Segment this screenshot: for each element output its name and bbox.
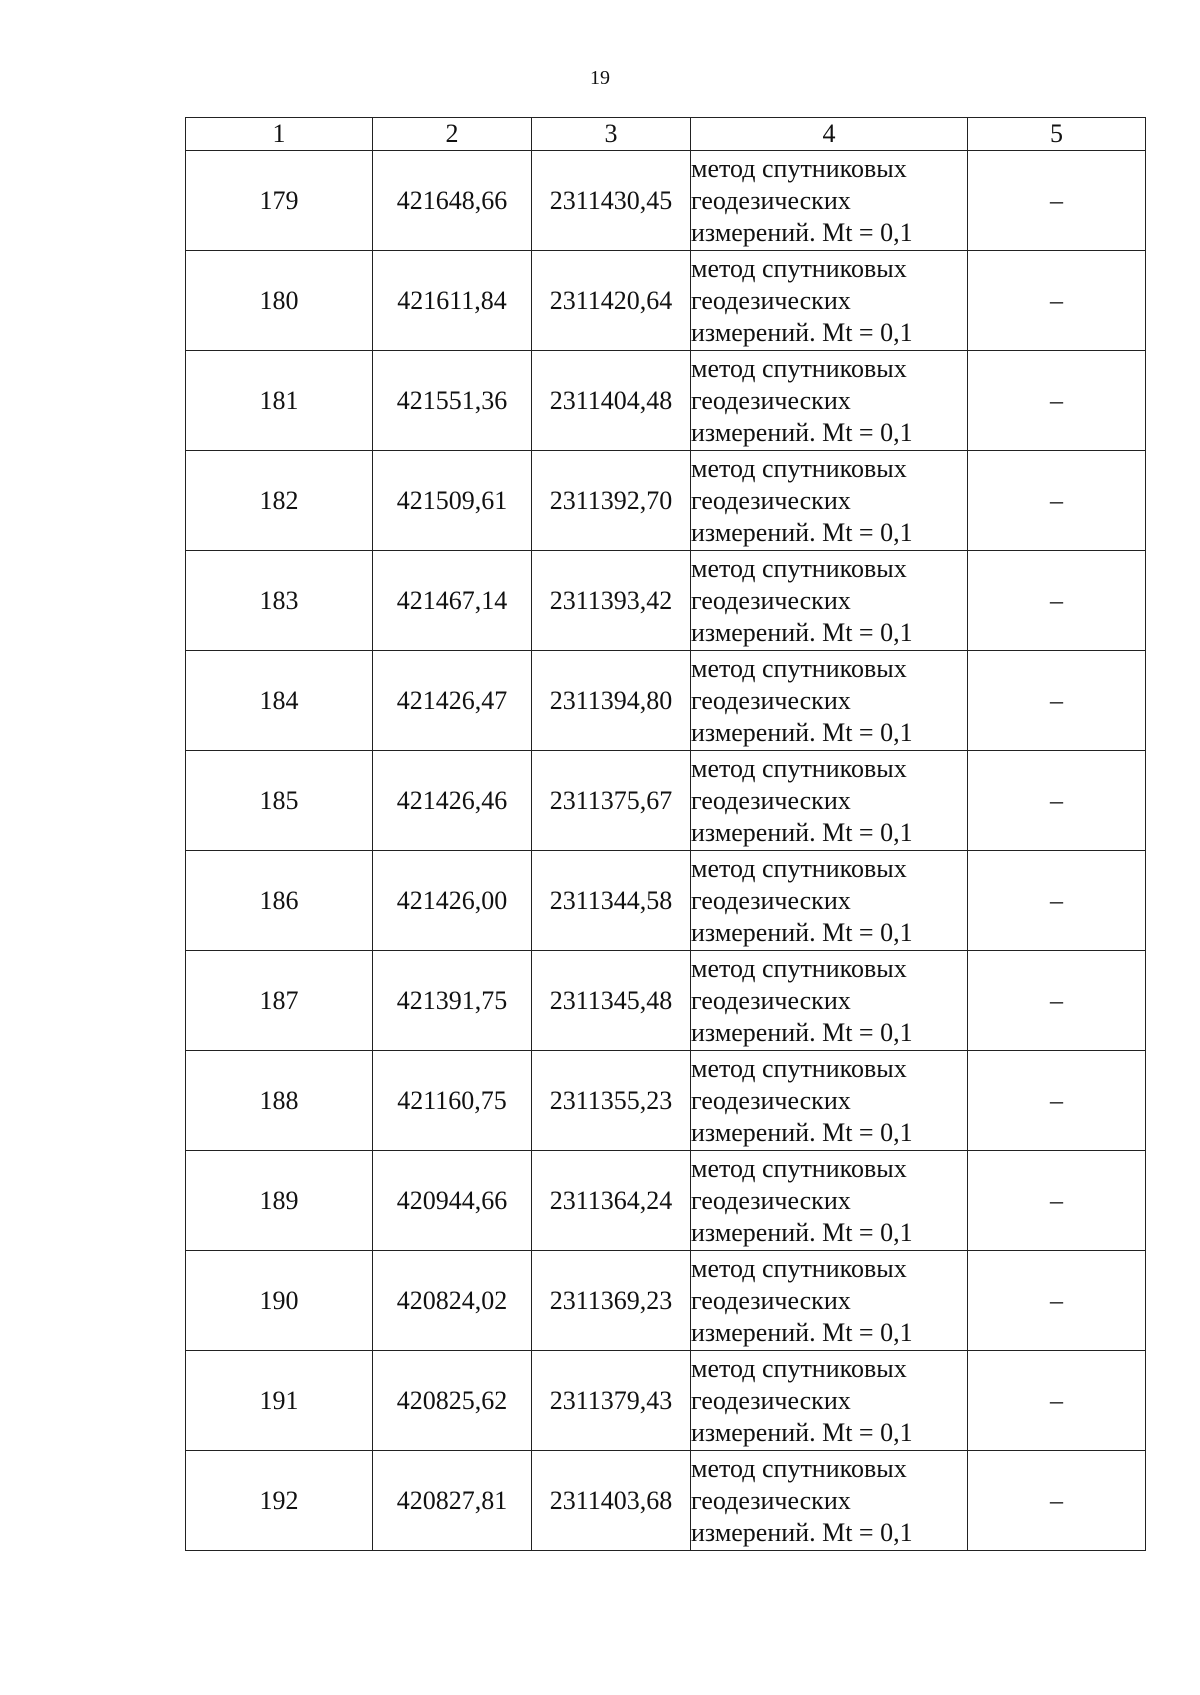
point-number-cell: 183 xyxy=(186,551,373,651)
note-cell: – xyxy=(968,1151,1146,1251)
y-coordinate-cell: 2311345,48 xyxy=(532,951,691,1051)
method-line: геодезических xyxy=(691,785,851,815)
method-line: геодезических xyxy=(691,1185,851,1215)
method-line: измерений. Mt = 0,1 xyxy=(691,217,913,247)
note-cell: – xyxy=(968,1051,1146,1151)
note-cell: – xyxy=(968,151,1146,251)
point-number-cell: 181 xyxy=(186,351,373,451)
method-line: измерений. Mt = 0,1 xyxy=(691,1017,913,1047)
column-header: 4 xyxy=(691,118,968,151)
x-coordinate-cell: 420944,66 xyxy=(373,1151,532,1251)
header-row xyxy=(186,118,1146,151)
method-line: измерений. Mt = 0,1 xyxy=(691,1317,913,1347)
y-coordinate-cell: 2311393,42 xyxy=(532,551,691,651)
point-number-cell: 184 xyxy=(186,651,373,751)
method-line: метод спутниковых xyxy=(691,953,907,983)
y-coordinate-cell: 2311355,23 xyxy=(532,1051,691,1151)
method-line: метод спутниковых xyxy=(691,853,907,883)
method-line: геодезических xyxy=(691,985,851,1015)
table-row xyxy=(186,1251,1146,1351)
y-coordinate-cell: 2311369,23 xyxy=(532,1251,691,1351)
method-line: геодезических xyxy=(691,685,851,715)
note-cell: – xyxy=(968,251,1146,351)
column-header: 3 xyxy=(532,118,691,151)
note-cell: – xyxy=(968,1351,1146,1451)
method-line: геодезических xyxy=(691,385,851,415)
column-header: 2 xyxy=(373,118,532,151)
point-number-cell: 185 xyxy=(186,751,373,851)
method-line: метод спутниковых xyxy=(691,153,907,183)
page-number: 19 xyxy=(590,67,610,89)
method-line: метод спутниковых xyxy=(691,1353,907,1383)
x-coordinate-cell: 421467,14 xyxy=(373,551,532,651)
x-coordinate-cell: 421509,61 xyxy=(373,451,532,551)
method-cell xyxy=(691,1251,968,1351)
y-coordinate-cell: 2311394,80 xyxy=(532,651,691,751)
method-cell xyxy=(691,251,968,351)
method-line: геодезических xyxy=(691,1085,851,1115)
method-line: геодезических xyxy=(691,1485,851,1515)
point-number-cell: 190 xyxy=(186,1251,373,1351)
point-number-cell: 186 xyxy=(186,851,373,951)
method-cell xyxy=(691,451,968,551)
note-cell: – xyxy=(968,351,1146,451)
method-line: измерений. Mt = 0,1 xyxy=(691,317,913,347)
method-line: метод спутниковых xyxy=(691,253,907,283)
note-cell: – xyxy=(968,1251,1146,1351)
y-coordinate-cell: 2311379,43 xyxy=(532,1351,691,1451)
y-coordinate-cell: 2311404,48 xyxy=(532,351,691,451)
y-coordinate-cell: 2311403,68 xyxy=(532,1451,691,1551)
y-coordinate-cell: 2311420,64 xyxy=(532,251,691,351)
point-number-cell: 180 xyxy=(186,251,373,351)
method-line: метод спутниковых xyxy=(691,453,907,483)
method-line: измерений. Mt = 0,1 xyxy=(691,517,913,547)
method-cell xyxy=(691,151,968,251)
y-coordinate-cell: 2311430,45 xyxy=(532,151,691,251)
method-line: геодезических xyxy=(691,1285,851,1315)
x-coordinate-cell: 421160,75 xyxy=(373,1051,532,1151)
x-coordinate-cell: 421611,84 xyxy=(373,251,532,351)
y-coordinate-cell: 2311344,58 xyxy=(532,851,691,951)
point-number-cell: 189 xyxy=(186,1151,373,1251)
point-number-cell: 192 xyxy=(186,1451,373,1551)
method-line: метод спутниковых xyxy=(691,353,907,383)
table-row xyxy=(186,651,1146,751)
x-coordinate-cell: 420827,81 xyxy=(373,1451,532,1551)
method-line: измерений. Mt = 0,1 xyxy=(691,1517,913,1547)
column-header: 1 xyxy=(186,118,373,151)
method-line: геодезических xyxy=(691,285,851,315)
method-line: метод спутниковых xyxy=(691,1153,907,1183)
method-line: геодезических xyxy=(691,185,851,215)
method-line: геодезических xyxy=(691,585,851,615)
method-line: измерений. Mt = 0,1 xyxy=(691,917,913,947)
method-line: геодезических xyxy=(691,1385,851,1415)
table-row xyxy=(186,751,1146,851)
method-cell xyxy=(691,351,968,451)
y-coordinate-cell: 2311375,67 xyxy=(532,751,691,851)
table-row xyxy=(186,151,1146,251)
note-cell: – xyxy=(968,651,1146,751)
method-line: измерений. Mt = 0,1 xyxy=(691,717,913,747)
table-body xyxy=(186,151,1146,1551)
note-cell: – xyxy=(968,851,1146,951)
method-line: измерений. Mt = 0,1 xyxy=(691,1117,913,1147)
y-coordinate-cell: 2311392,70 xyxy=(532,451,691,551)
method-line: метод спутниковых xyxy=(691,1453,907,1483)
method-cell xyxy=(691,1051,968,1151)
table-row xyxy=(186,351,1146,451)
table-row xyxy=(186,951,1146,1051)
table-row xyxy=(186,451,1146,551)
method-cell xyxy=(691,651,968,751)
method-cell xyxy=(691,1451,968,1551)
note-cell: – xyxy=(968,951,1146,1051)
table-row xyxy=(186,1451,1146,1551)
method-line: метод спутниковых xyxy=(691,1253,907,1283)
method-cell xyxy=(691,751,968,851)
point-number-cell: 179 xyxy=(186,151,373,251)
method-line: измерений. Mt = 0,1 xyxy=(691,1417,913,1447)
method-cell xyxy=(691,1151,968,1251)
method-line: геодезических xyxy=(691,885,851,915)
method-cell xyxy=(691,1351,968,1451)
y-coordinate-cell: 2311364,24 xyxy=(532,1151,691,1251)
method-line: метод спутниковых xyxy=(691,753,907,783)
point-number-cell: 187 xyxy=(186,951,373,1051)
method-line: измерений. Mt = 0,1 xyxy=(691,417,913,447)
x-coordinate-cell: 421551,36 xyxy=(373,351,532,451)
point-number-cell: 191 xyxy=(186,1351,373,1451)
x-coordinate-cell: 421426,47 xyxy=(373,651,532,751)
table-row xyxy=(186,251,1146,351)
method-line: метод спутниковых xyxy=(691,553,907,583)
point-number-cell: 182 xyxy=(186,451,373,551)
x-coordinate-cell: 420824,02 xyxy=(373,1251,532,1351)
note-cell: – xyxy=(968,551,1146,651)
table-row xyxy=(186,551,1146,651)
x-coordinate-cell: 421426,46 xyxy=(373,751,532,851)
method-line: геодезических xyxy=(691,485,851,515)
x-coordinate-cell: 420825,62 xyxy=(373,1351,532,1451)
method-cell xyxy=(691,851,968,951)
x-coordinate-cell: 421648,66 xyxy=(373,151,532,251)
note-cell: – xyxy=(968,751,1146,851)
method-cell xyxy=(691,951,968,1051)
table-header xyxy=(186,118,1146,151)
method-line: измерений. Mt = 0,1 xyxy=(691,1217,913,1247)
table-row xyxy=(186,1351,1146,1451)
point-number-cell: 188 xyxy=(186,1051,373,1151)
note-cell: – xyxy=(968,1451,1146,1551)
method-cell xyxy=(691,551,968,651)
method-line: измерений. Mt = 0,1 xyxy=(691,817,913,847)
coordinates-table xyxy=(185,117,1146,1551)
column-header: 5 xyxy=(968,118,1146,151)
table-row xyxy=(186,1051,1146,1151)
note-cell: – xyxy=(968,451,1146,551)
x-coordinate-cell: 421426,00 xyxy=(373,851,532,951)
x-coordinate-cell: 421391,75 xyxy=(373,951,532,1051)
table-row xyxy=(186,851,1146,951)
method-line: метод спутниковых xyxy=(691,1053,907,1083)
method-line: измерений. Mt = 0,1 xyxy=(691,617,913,647)
method-line: метод спутниковых xyxy=(691,653,907,683)
table-row xyxy=(186,1151,1146,1251)
